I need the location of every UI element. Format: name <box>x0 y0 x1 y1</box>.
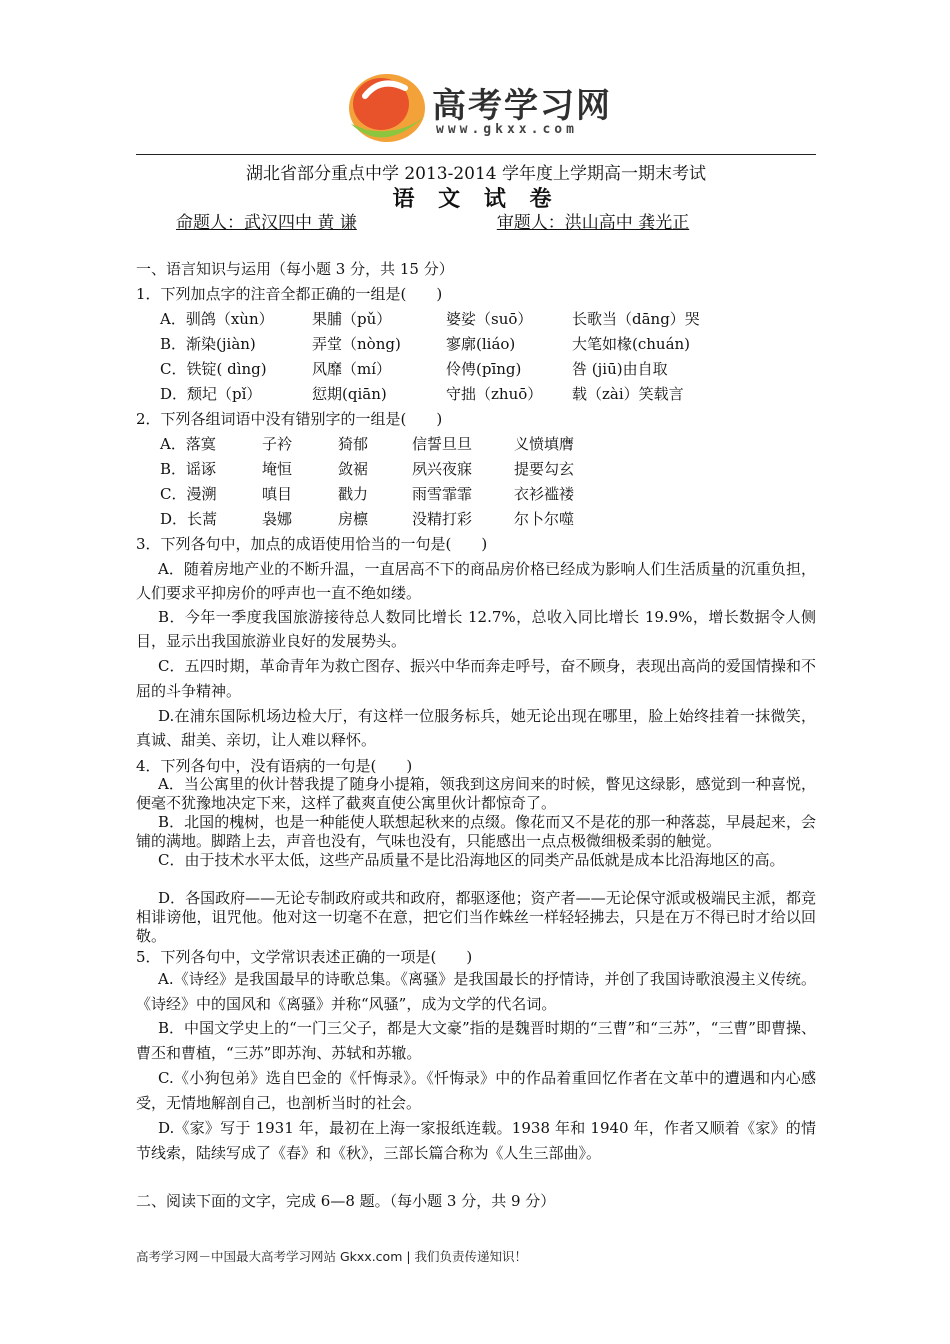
q1-c-3: 伶俜(pīng) <box>446 360 522 378</box>
q2-d-4: 没精打彩 <box>412 510 473 528</box>
q3-option-b: B．今年一季度我国旅游接待总人数同比增长 12.7%，总收入同比增长 19.9%，增长数据令人侧目，显示出我国旅游业良好的发展势头。 <box>136 608 816 650</box>
q1-stem: 1．下列加点字的注音全都正确的一组是( ) <box>136 285 443 303</box>
q1-b-1: B．渐染(jiàn) <box>160 335 256 353</box>
page-footer: 高考学习网－中国最大高考学习网站 Gkxx.com | 我们负责传递知识！ <box>136 1249 528 1264</box>
q5-option-c: C.《小狗包弟》选自巴金的《忏悔录》。《忏悔录》中的作品着重回忆作者在文革中的遭遇和内心感受，无情地解剖自己，也剖析当时的社会。 <box>136 1069 816 1112</box>
q1-d-4: 载（zài）笑载言 <box>572 385 684 403</box>
q1-c-4: 咎 (jiū)由自取 <box>572 360 668 378</box>
q2-b-4: 夙兴夜寐 <box>412 460 473 478</box>
section2-heading: 二、阅读下面的文字，完成 6—8 题。（每小题 3 分，共 9 分） <box>136 1192 556 1210</box>
q1-b-4: 大笔如椽(chuán) <box>572 335 691 353</box>
q5-option-b: B．中国文学史上的“一门三父子，都是大文豪”指的是魏晋时期的“三曹”和“三苏”，“三曹”即曹操、曹丕和曹植，“三苏”即苏洵、苏轼和苏辙。 <box>136 1019 816 1062</box>
q1-a-2: 果脯（pǔ） <box>312 310 392 328</box>
q3-option-a: A．随着房地产业的不断升温，一直居高不下的商品房价格已经成为影响人们生活质量的沉重负担，人们要求平抑房价的呼声也一直不绝如缕。 <box>136 560 816 602</box>
q2-stem: 2．下列各组词语中没有错别字的一组是( ) <box>136 410 443 428</box>
exam-title: 湖北省部分重点中学 2013-2014 学年度上学期高一期末考试 <box>245 164 707 184</box>
q2-a-2: 子衿 <box>262 435 293 453</box>
q4-option-b: B．北国的槐树，也是一种能使人联想起秋来的点缀。像花而又不是花的那一种落蕊，早晨起来，会铺的满地。脚踏上去，声音也没有，气味也没有，只能感出一点点极微细极柔弱的触觉。 <box>136 813 816 850</box>
header-rule <box>136 154 816 155</box>
q1-a-1: A．驯鸽（xùn） <box>160 310 274 328</box>
reviewer: 审题人：洪山高中 龚光正 <box>496 213 690 233</box>
q2-a-4: 信誓旦旦 <box>412 435 473 453</box>
q2-b-5: 提要勾玄 <box>514 460 575 478</box>
authors-line <box>176 208 689 233</box>
q1-a-3: 婆娑（suō） <box>446 310 533 328</box>
q2-d-2: 袅娜 <box>262 510 293 528</box>
q4-option-c: C．由于技术水平太低，这些产品质量不是比沿海地区的同类产品低就是成本比沿海地区的高。 <box>158 851 785 869</box>
author: 命题人：武汉四中 黄 谦 <box>176 213 357 233</box>
q1-b-3: 寥廓(liáo) <box>446 335 516 353</box>
q5-option-d: D.《家》写于 1931 年，最初在上海一家报纸连载。1938 年和 1940 年，作者又顺着《家》的情节线索，陆续写成了《春》和《秋》，三部长篇合称为《人生三部曲》。 <box>136 1119 816 1162</box>
q3-option-c: C．五四时期，革命青年为救亡图存、振兴中华而奔走呼号，奋不顾身，表现出高尚的爱国情操和不屈的斗争精神。 <box>136 657 816 700</box>
q2-b-3: 敛裾 <box>338 460 369 478</box>
q4-option-d: D．各国政府——无论专制政府或共和政府，都驱逐他；资产者——无论保守派或极端民主派，都竞相诽谤他，诅咒他。他对这一切毫不在意，把它们当作蛛丝一样轻轻拂去，只是在万不得已时才给以回敬。 <box>136 889 816 945</box>
logo-title: 高考学习网 <box>432 86 612 126</box>
q2-c-4: 雨雪霏霏 <box>412 485 473 503</box>
q1-d-1: D．颓圮（pǐ） <box>160 385 262 403</box>
q4-option-a: A．当公寓里的伙计替我提了随身小提箱，领我到这房间来的时候，瞥见这绿影，感觉到一种喜悦，便毫不犹豫地决定下来，这样了截爽直使公寓里伙计都惊奇了。 <box>136 775 816 812</box>
q2-b-1: B．谣诼 <box>160 460 217 478</box>
q4-stem: 4．下列各句中，没有语病的一句是( ) <box>136 757 413 775</box>
q2-d-5: 尔卜尔噬 <box>514 510 575 528</box>
q2-c-5: 衣衫褴褛 <box>514 485 575 503</box>
q1-d-3: 守拙（zhuō） <box>446 385 543 403</box>
q1-c-2: 风靡（mí） <box>312 360 392 378</box>
q2-d-3: 房檩 <box>338 510 369 528</box>
subject-title: 语 文 试 卷 <box>392 186 560 212</box>
q1-b-2: 弄堂（nòng) <box>312 335 401 353</box>
q1-a-4: 长歌当（dāng）哭 <box>572 310 700 328</box>
q1-c-1: C．铁锭( dìng) <box>160 360 267 378</box>
q2-a-5: 义愤填膺 <box>514 435 575 453</box>
q2-a-1: A．落寞 <box>160 435 216 453</box>
q2-c-2: 嗔目 <box>262 485 293 503</box>
q5-option-a: A.《诗经》是我国最早的诗歌总集。《离骚》是我国最长的抒情诗，并创了我国诗歌浪漫主义传统。《诗经》中的国风和《离骚》并称“风骚”，成为文学的代名词。 <box>136 970 816 1013</box>
q5-stem: 5．下列各句中，文学常识表述正确的一项是( ) <box>136 948 473 966</box>
logo-url: www.gkxx.com <box>436 122 578 137</box>
q2-a-3: 猗郁 <box>338 435 369 453</box>
q1-d-2: 愆期(qiān) <box>312 385 387 403</box>
q2-c-1: C．漫溯 <box>160 485 217 503</box>
q3-stem: 3．下列各句中，加点的成语使用恰当的一句是( ) <box>136 535 488 553</box>
q2-d-1: D．长蒿 <box>160 510 218 528</box>
section1-heading: 一、语言知识与运用（每小题 3 分，共 15 分） <box>136 260 454 278</box>
q2-c-3: 戳力 <box>338 485 369 503</box>
q3-option-d: D.在浦东国际机场边检大厅，有这样一位服务标兵，她无论出现在哪里，脸上始终挂着一抹微笑，真诚、甜美、亲切，让人难以释怀。 <box>136 707 816 749</box>
q2-b-2: 埯恒 <box>262 460 293 478</box>
